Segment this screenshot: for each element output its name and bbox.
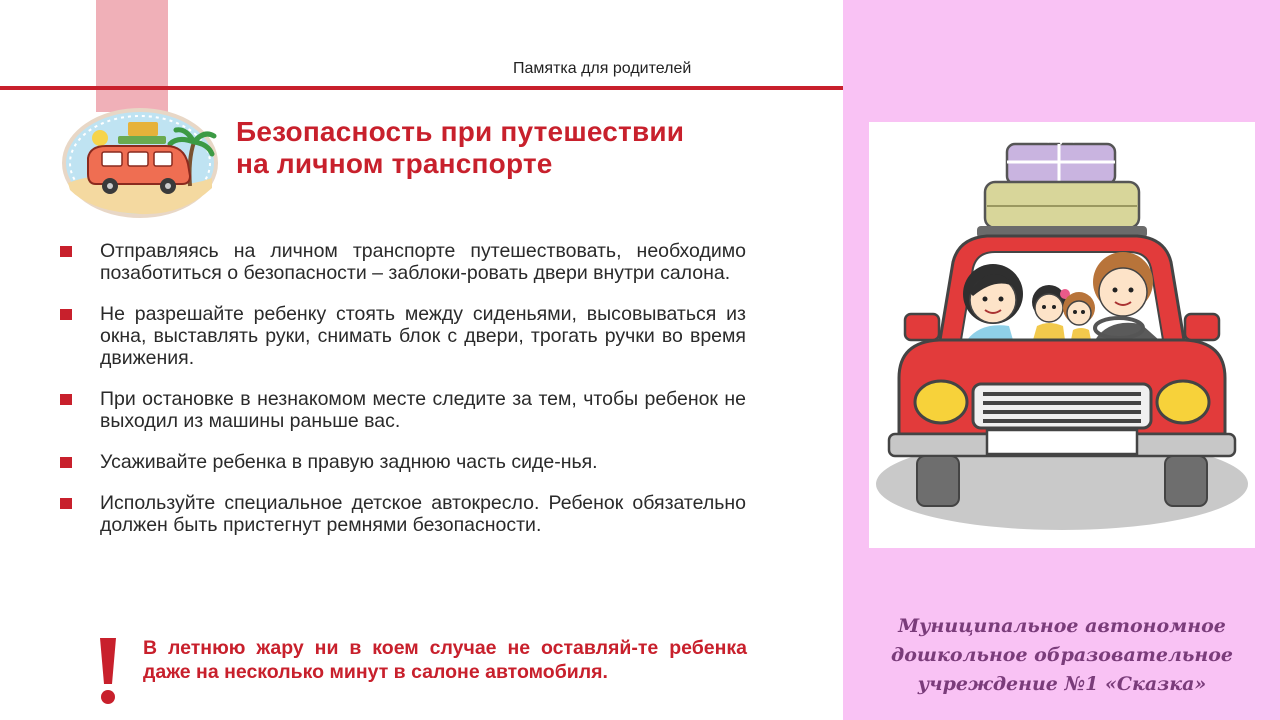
- square-bullet-icon: [60, 246, 72, 257]
- organization-line-1: Муниципальное автономное: [898, 615, 1226, 637]
- heat-warning-text: В летнюю жару ни в коем случае не оставляй-те ребенка даже на несколько минут в салоне автомобиля.: [143, 637, 747, 683]
- family-car-illustration: [869, 122, 1255, 548]
- organization-name: [869, 612, 1255, 699]
- organization-line-2: дошкольное образовательное: [890, 644, 1233, 666]
- square-bullet-icon: [60, 457, 72, 468]
- safety-rules-list: [56, 240, 746, 555]
- organization-line-3: учреждение №1 «Сказка»: [917, 673, 1207, 695]
- memo-title-line-2: на личном транспорте: [236, 148, 553, 179]
- safety-rule-text: Не разрешайте ребенку стоять между сиденьями, высовываться из окна, выставлять руки, снимать блок с двери, трогать ручки во время движения.: [100, 303, 746, 369]
- memo-title-line-1: Безопасность при путешествии: [236, 116, 685, 147]
- safety-rule-text: Отправляясь на личном транспорте путешествовать, необходимо позаботиться о безопасности – заблоки-ровать двери внутри салона.: [100, 240, 746, 284]
- safety-rule-item: [56, 303, 746, 369]
- safety-rule-text: Усаживайте ребенка в правую заднюю часть сиде-нья.: [100, 451, 598, 473]
- safety-rule-text: При остановке в незнакомом месте следите за тем, чтобы ребенок не выходил из машины раньше вас.: [100, 388, 746, 432]
- memo-header-label: Памятка для родителей: [513, 60, 692, 77]
- exclamation-icon: [96, 636, 120, 706]
- travel-car-emblem-icon: [62, 108, 218, 218]
- safety-rule-item: [56, 240, 746, 284]
- safety-rule-text: Используйте специальное детское автокресло. Ребенок обязательно должен быть пристегнут ремнями безопасности.: [100, 492, 746, 536]
- family-car-drawing: [869, 122, 1255, 548]
- safety-rule-item: [56, 492, 746, 536]
- bookmark-ribbon: [96, 0, 168, 112]
- square-bullet-icon: [60, 498, 72, 509]
- memo-title: [236, 116, 684, 180]
- safety-rule-item: [56, 388, 746, 432]
- safety-rule-item: [56, 451, 746, 473]
- header-divider: [0, 86, 843, 90]
- square-bullet-icon: [60, 309, 72, 320]
- square-bullet-icon: [60, 394, 72, 405]
